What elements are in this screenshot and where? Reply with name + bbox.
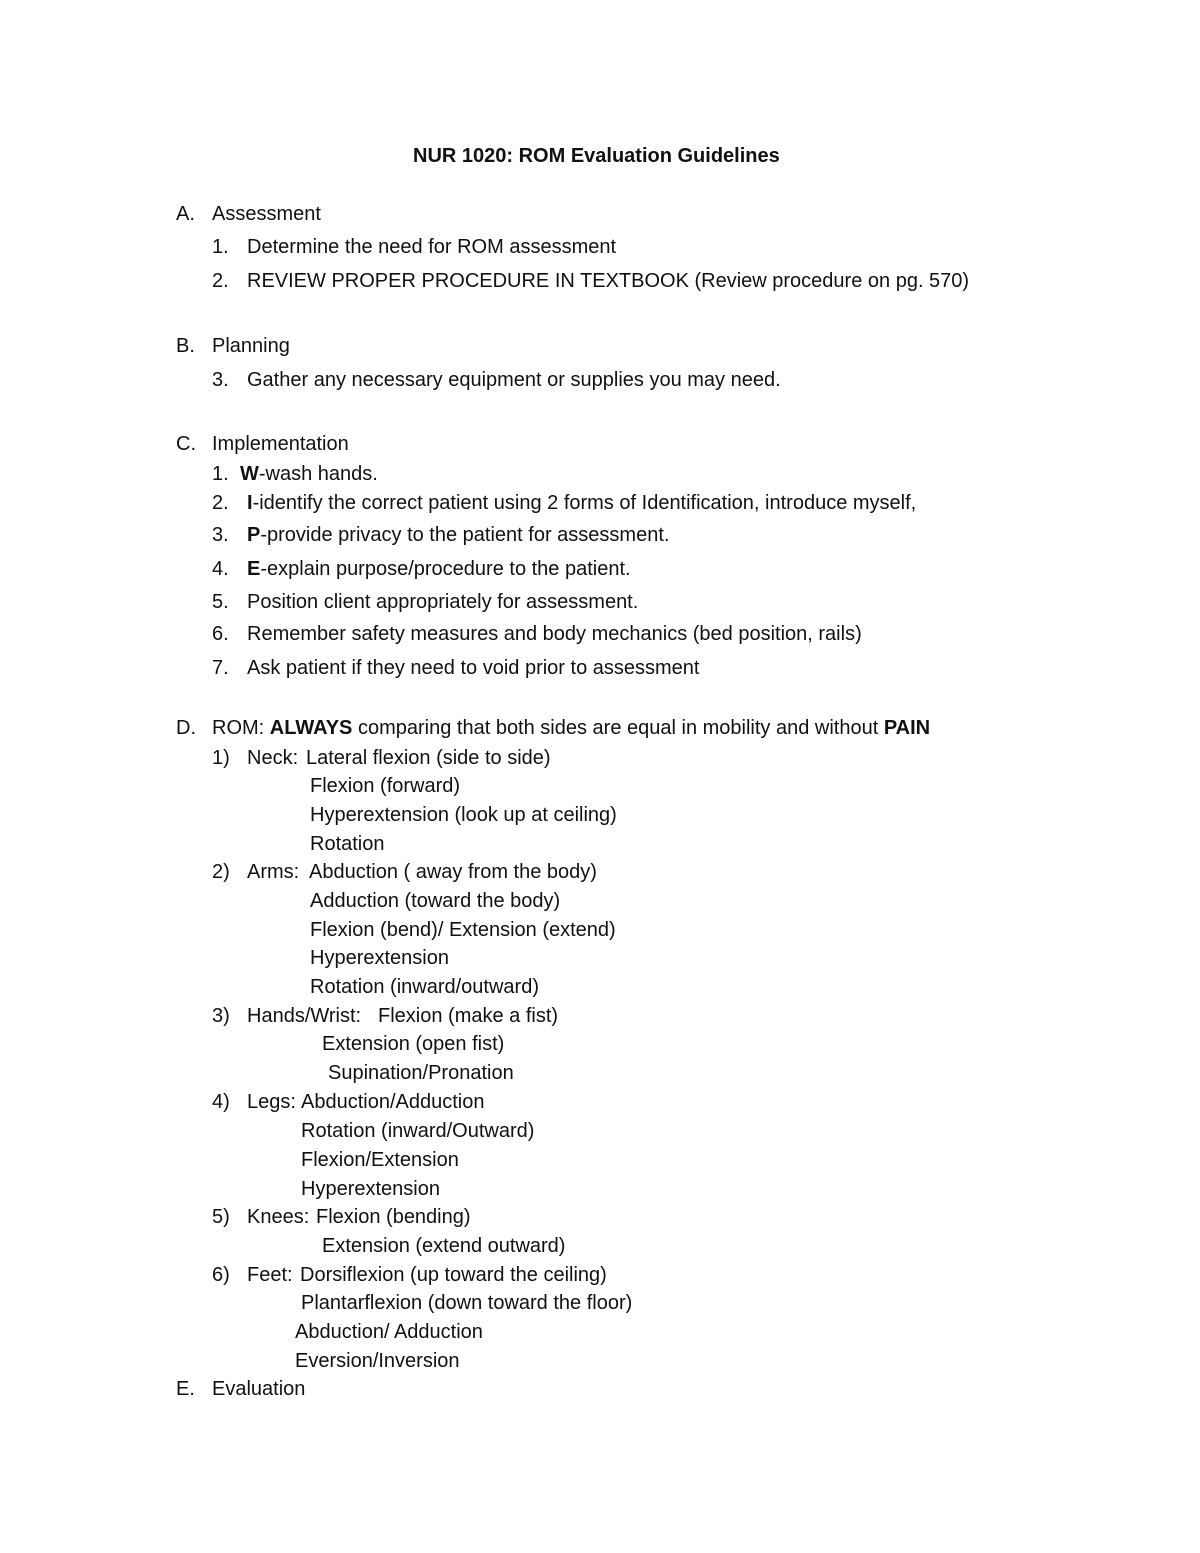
section-marker: B. — [176, 335, 195, 357]
list-item: Ask patient if they need to void prior to assessment — [247, 657, 700, 679]
list-number: 1) — [212, 747, 230, 769]
rom-group-label: Knees: — [247, 1206, 310, 1228]
list-item: REVIEW PROPER PROCEDURE IN TEXTBOOK (Review procedure on pg. 570) — [247, 270, 970, 292]
rom-movement: Hyperextension — [310, 947, 449, 969]
list-number: 4. — [212, 558, 229, 580]
list-item: Position client appropriately for assessment. — [247, 591, 639, 613]
list-number: 4) — [212, 1091, 230, 1113]
list-number: 1. — [212, 236, 229, 258]
heading-text: comparing that both sides are equal in mobility and without — [352, 717, 884, 739]
list-item — [247, 556, 631, 582]
rom-movement: Abduction/ Adduction — [295, 1321, 483, 1343]
heading-emphasis: PAIN — [883, 717, 931, 739]
rom-movement: Rotation — [310, 833, 385, 855]
rom-movement: Extension (open fist) — [322, 1033, 505, 1055]
list-item: Remember safety measures and body mechanics (bed position, rails) — [247, 623, 862, 645]
rom-movement: Hyperextension (look up at ceiling) — [310, 804, 617, 826]
section-heading: Assessment — [212, 203, 321, 225]
rom-movement: Dorsiflexion (up toward the ceiling) — [300, 1264, 607, 1286]
rom-group-label: Arms: — [247, 861, 300, 883]
list-item — [240, 461, 378, 487]
page-title: NUR 1020: ROM Evaluation Guidelines — [413, 145, 780, 167]
list-item-text: -provide privacy to the patient for assessment. — [260, 524, 670, 546]
list-item: Determine the need for ROM assessment — [247, 236, 617, 258]
section-heading: Planning — [212, 335, 290, 357]
rom-movement: Hyperextension — [301, 1178, 440, 1200]
list-number: 1. — [212, 463, 229, 485]
list-item — [247, 522, 669, 548]
section-marker: E. — [176, 1378, 195, 1400]
rom-movement: Flexion/Extension — [301, 1149, 459, 1171]
mnemonic-letter: I — [247, 492, 253, 514]
rom-movement: Flexion (bending) — [316, 1206, 471, 1228]
section-heading: Evaluation — [212, 1378, 306, 1400]
heading-emphasis: ALWAYS — [269, 717, 353, 739]
rom-group-label: Feet: — [247, 1264, 293, 1286]
list-number: 6. — [212, 623, 229, 645]
list-number: 6) — [212, 1264, 230, 1286]
section-marker: A. — [176, 203, 195, 225]
rom-movement: Extension (extend outward) — [322, 1235, 566, 1257]
list-item: Gather any necessary equipment or supplies you may need. — [247, 369, 781, 391]
list-number: 3. — [212, 369, 229, 391]
section-marker: D. — [176, 717, 196, 739]
rom-movement: Flexion (make a fist) — [378, 1005, 559, 1027]
list-number: 7. — [212, 657, 229, 679]
list-number: 2. — [212, 270, 229, 292]
rom-movement: Supination/Pronation — [328, 1062, 514, 1084]
section-heading: Implementation — [212, 433, 349, 455]
mnemonic-letter: E — [247, 558, 261, 580]
rom-movement: Flexion (bend)/ Extension (extend) — [310, 919, 616, 941]
section-heading — [212, 715, 930, 741]
heading-text: ROM: — [212, 717, 270, 739]
mnemonic-letter: W — [240, 463, 259, 485]
list-item-text: -identify the correct patient using 2 forms of Identification, introduce myself, — [252, 492, 917, 514]
rom-group-label: Hands/Wrist: — [247, 1005, 362, 1027]
rom-movement: Eversion/Inversion — [295, 1350, 460, 1372]
list-number: 2. — [212, 492, 229, 514]
rom-movement: Abduction ( away from the body) — [309, 861, 597, 883]
rom-movement: Adduction (toward the body) — [310, 890, 561, 912]
rom-group-label: Legs: — [247, 1091, 296, 1113]
list-number: 5) — [212, 1206, 230, 1228]
list-number: 3) — [212, 1005, 230, 1027]
list-number: 3. — [212, 524, 229, 546]
rom-movement: Rotation (inward/outward) — [310, 976, 539, 998]
list-number: 5. — [212, 591, 229, 613]
list-item-text: -wash hands. — [258, 463, 378, 485]
rom-movement: Abduction/Adduction — [301, 1091, 485, 1113]
list-item-text: -explain purpose/procedure to the patient. — [260, 558, 631, 580]
mnemonic-letter: P — [247, 524, 261, 546]
section-marker: C. — [176, 433, 196, 455]
rom-movement: Lateral flexion (side to side) — [306, 747, 551, 769]
rom-movement: Plantarflexion (down toward the floor) — [301, 1292, 633, 1314]
list-number: 2) — [212, 861, 230, 883]
rom-movement: Flexion (forward) — [310, 775, 461, 797]
rom-movement: Rotation (inward/Outward) — [301, 1120, 535, 1142]
list-item — [247, 490, 916, 516]
rom-group-label: Neck: — [247, 747, 299, 769]
